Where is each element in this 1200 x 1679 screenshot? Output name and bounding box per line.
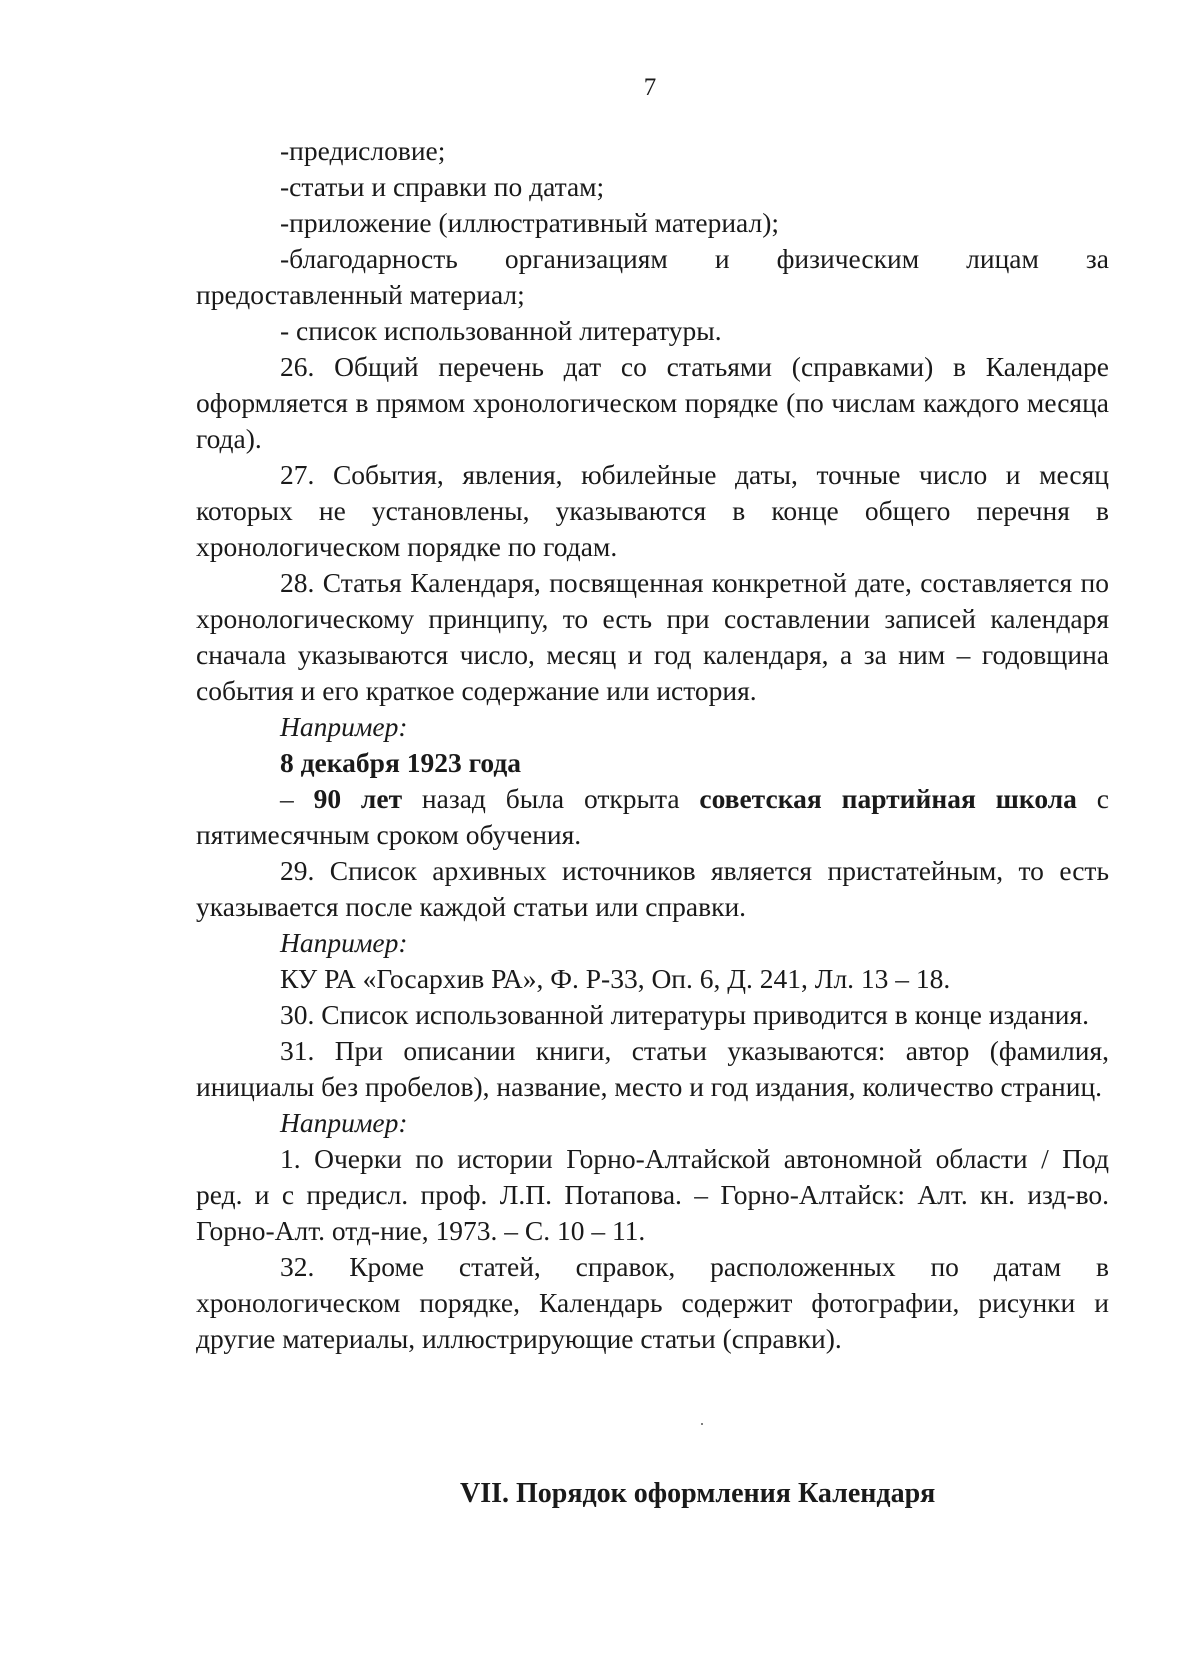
list-item-articles: -статьи и справки по датам; xyxy=(280,171,605,202)
example-rest: с пятимесячным сроком обучения. xyxy=(196,783,1109,850)
example-years: 90 лет xyxy=(313,783,403,814)
example-school: советская партийная школа xyxy=(699,783,1077,814)
example-date: 8 декабря 1923 года xyxy=(280,747,522,778)
example-archive-reference: КУ РА «Госархив РА», Ф. Р-33, Оп. 6, Д. 241, Лл. 13 – 18. xyxy=(280,963,951,994)
page-number: 7 xyxy=(643,74,657,101)
list-item-gratitude-line1: -благодарность организациям и физическим лицам за xyxy=(280,243,1109,274)
example-entry xyxy=(196,781,1109,853)
example-label: Например: xyxy=(280,1107,408,1138)
paragraph-32: 32. Кроме статей, справок, расположенных по датам в хронологическом порядке, Календарь содержит фотографии, рисунки и другие материалы, иллюстрирующие статьи (справки). xyxy=(196,1251,1109,1354)
example-bibliography: 1. Очерки по истории Горно-Алтайской автономной области / Под ред. и с предисл. проф. Л.П. Потапова. – Горно-Алтайск: Алт. кн. изд-во. Горно-Алт. отд-ние, 1973. – С. 10 – 11. xyxy=(196,1143,1109,1246)
example-label: Например: xyxy=(280,927,408,958)
example-dash: – xyxy=(280,783,314,814)
paragraph-30: 30. Список использованной литературы приводится в конце издания. xyxy=(280,999,1090,1030)
list-item-appendix: -приложение (иллюстративный материал); xyxy=(280,207,780,238)
paragraph-29: 29. Список архивных источников является пристатейным, то есть указывается после каждой статьи или справки. xyxy=(196,855,1109,922)
list-item-preface: -предисловие; xyxy=(280,135,446,166)
paragraph-26: 26. Общий перечень дат со статьями (справками) в Календаре оформляется в прямом хронологическом порядке (по числам каждого месяца года). xyxy=(196,351,1109,454)
section-heading: VII. Порядок оформления Календаря xyxy=(460,1478,936,1509)
document-body xyxy=(196,133,1109,1357)
list-item-gratitude-line2: предоставленный материал; xyxy=(196,279,525,310)
example-text: назад была открыта xyxy=(402,783,700,814)
paragraph-28: 28. Статья Календаря, посвященная конкретной дате, составляется по хронологическому принципу, то есть при составлении записей календаря сначала указываются число, месяц и год календаря, а за ним – годовщина события и его краткое содержание или история. xyxy=(196,567,1109,706)
example-label: Например: xyxy=(280,711,408,742)
list-item-literature: - список использованной литературы. xyxy=(280,315,722,346)
paragraph-27: 27. События, явления, юбилейные даты, точные число и месяц которых не установлены, указываются в конце общего перечня в хронологическом порядке по годам. xyxy=(196,459,1109,562)
scan-speck xyxy=(701,1423,703,1425)
paragraph-31: 31. При описании книги, статьи указываются: автор (фамилия, инициалы без пробелов), название, место и год издания, количество страниц. xyxy=(196,1035,1109,1102)
